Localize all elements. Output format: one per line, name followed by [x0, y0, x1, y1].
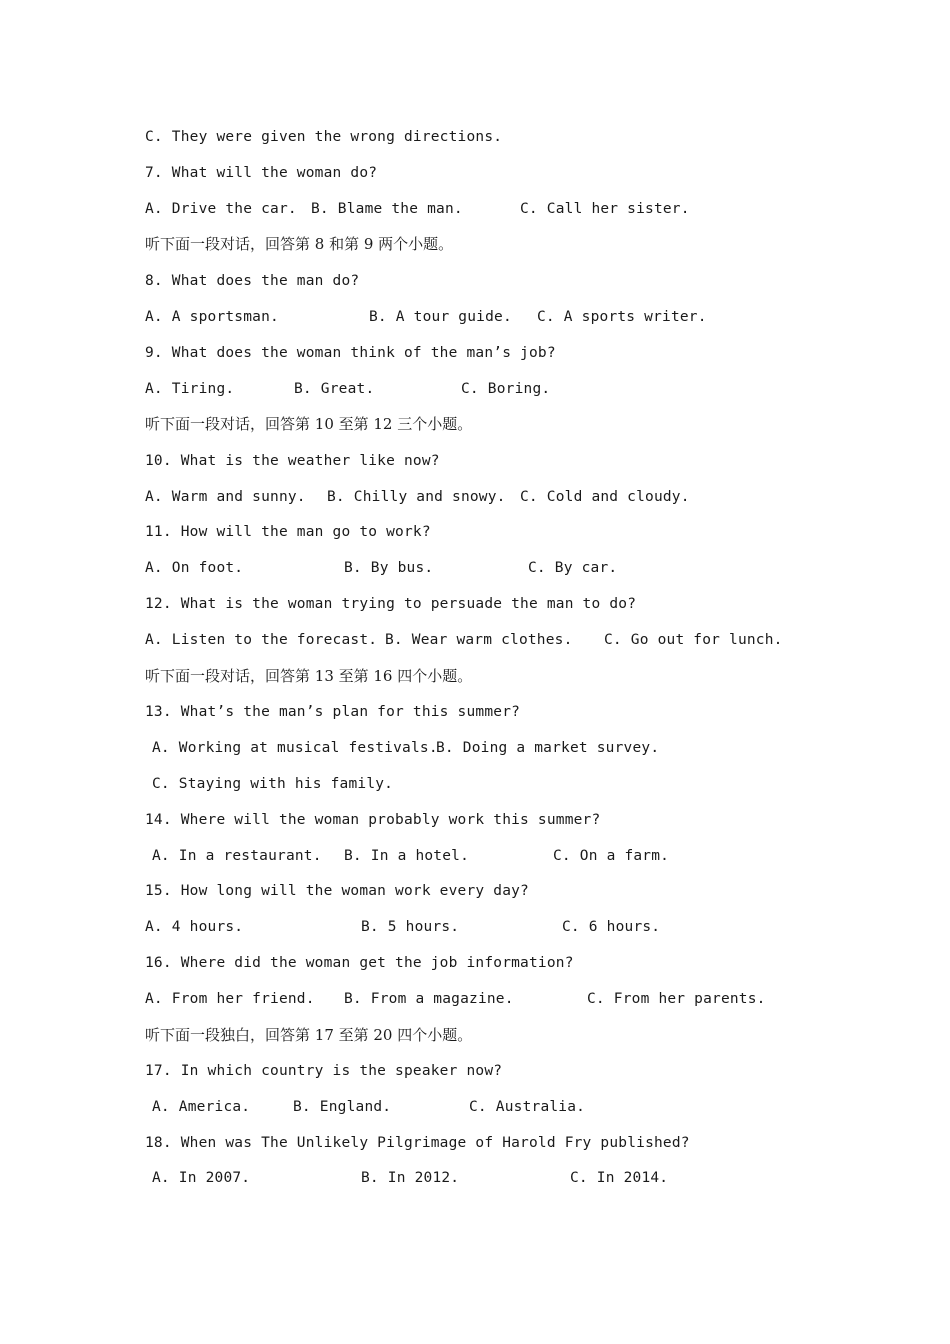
option-18c: C. In 2014. [570, 1170, 669, 1186]
option-17c: C. Australia. [469, 1099, 586, 1115]
question-11: 11. How will the man go to work? [145, 524, 431, 540]
options-8 [145, 305, 707, 329]
option-10c: C. Cold and cloudy. [520, 489, 690, 505]
option-12b: B. Wear warm clothes. [385, 632, 573, 648]
option-16c: C. From her parents. [587, 991, 766, 1007]
option-16a: A. From her friend. [145, 991, 315, 1007]
option-12a: A. Listen to the forecast. [145, 632, 378, 648]
option-9c: C. Boring. [461, 381, 551, 397]
question-8: 8. What does the man do? [145, 273, 360, 289]
option-11c: C. By car. [528, 560, 618, 576]
question-16: 16. Where did the woman get the job information? [145, 955, 574, 971]
options-12 [145, 628, 783, 652]
question-18: 18. When was The Unlikely Pilgrimage of Harold Fry published? [145, 1135, 690, 1151]
options-13-row2 [152, 772, 394, 796]
question-12: 12. What is the woman trying to persuade the man to do? [145, 596, 637, 612]
options-13-row1 [152, 736, 660, 760]
question-7: 7. What will the woman do? [145, 165, 378, 181]
option-18a: A. In 2007. [152, 1170, 251, 1186]
options-16 [145, 987, 766, 1011]
question-13: 13. What’s the man’s plan for this summer? [145, 704, 521, 720]
option-9b: B. Great. [294, 381, 375, 397]
option-17b: B. England. [293, 1099, 392, 1115]
option-10a: A. Warm and sunny. [145, 489, 306, 505]
option-10b: B. Chilly and snowy. [327, 489, 506, 505]
option-12c: C. Go out for lunch. [604, 632, 783, 648]
options-18 [152, 1166, 669, 1190]
option-9a: A. Tiring. [145, 381, 235, 397]
option-13a: A. Working at musical festivals. [152, 740, 438, 756]
option-14c: C. On a farm. [553, 848, 670, 864]
option-11b: B. By bus. [344, 560, 434, 576]
option-8b: B. A tour guide. [369, 309, 512, 325]
section-instruction: 听下面一段对话，回答第 10 至第 12 三个小题。 [145, 415, 473, 433]
options-11 [145, 556, 618, 580]
section-instruction: 听下面一段独白，回答第 17 至第 20 四个小题。 [145, 1026, 473, 1044]
section-instruction: 听下面一段对话，回答第 8 和第 9 两个小题。 [145, 235, 454, 253]
option-11a: A. On foot. [145, 560, 244, 576]
option-18b: B. In 2012. [361, 1170, 460, 1186]
option-8c: C. A sports writer. [537, 309, 707, 325]
option-15b: B. 5 hours. [361, 919, 460, 935]
option-16b: B. From a magazine. [344, 991, 514, 1007]
options-10 [145, 485, 690, 509]
option-7c: C. Call her sister. [520, 201, 690, 217]
question-15: 15. How long will the woman work every day? [145, 883, 529, 899]
answer-option-6c: C. They were given the wrong directions. [145, 129, 503, 145]
option-15a: A. 4 hours. [145, 919, 244, 935]
option-14a: A. In a restaurant. [152, 848, 322, 864]
section-instruction: 听下面一段对话，回答第 13 至第 16 四个小题。 [145, 667, 473, 685]
option-13b: B. Doing a market survey. [436, 740, 660, 756]
options-9 [145, 377, 551, 401]
option-14b: B. In a hotel. [344, 848, 470, 864]
options-15 [145, 915, 661, 939]
question-14: 14. Where will the woman probably work this summer? [145, 812, 601, 828]
options-17 [152, 1095, 586, 1119]
options-7 [145, 197, 690, 221]
option-8a: A. A sportsman. [145, 309, 279, 325]
option-7a: A. Drive the car. [145, 201, 297, 217]
option-17a: A. America. [152, 1099, 251, 1115]
question-10: 10. What is the weather like now? [145, 453, 440, 469]
options-14 [152, 844, 670, 868]
option-13c: C. Staying with his family. [152, 776, 394, 792]
option-15c: C. 6 hours. [562, 919, 661, 935]
question-17: 17. In which country is the speaker now? [145, 1063, 503, 1079]
option-7b: B. Blame the man. [311, 201, 463, 217]
question-9: 9. What does the woman think of the man’s job? [145, 345, 556, 361]
